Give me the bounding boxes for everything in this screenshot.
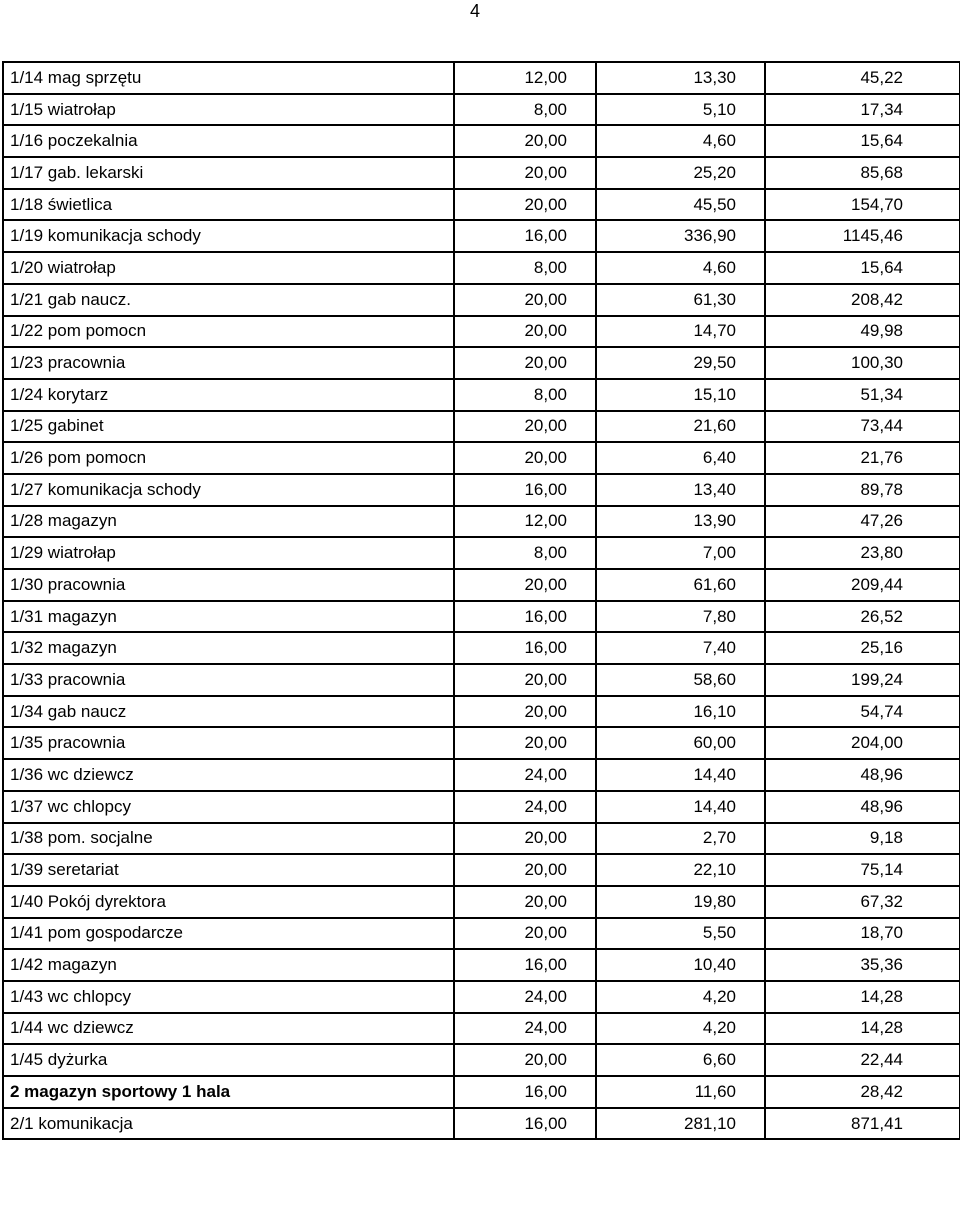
value-cell-3: 14,28 <box>765 1013 960 1045</box>
table-row <box>3 442 960 474</box>
value-cell-3: 21,76 <box>765 442 960 474</box>
room-name-cell: 1/43 wc chlopcy <box>3 981 454 1013</box>
table-row <box>3 664 960 696</box>
value-cell-3: 45,22 <box>765 62 960 94</box>
value-cell-2: 61,60 <box>596 569 765 601</box>
page-number: 4 <box>469 1 480 21</box>
value-cell-1: 20,00 <box>454 189 596 221</box>
table-row <box>3 727 960 759</box>
room-name-cell: 1/34 gab naucz <box>3 696 454 728</box>
value-cell-3: 67,32 <box>765 886 960 918</box>
room-name-cell: 1/23 pracownia <box>3 347 454 379</box>
room-name-cell: 1/18 świetlica <box>3 189 454 221</box>
room-name-cell: 1/30 pracownia <box>3 569 454 601</box>
value-cell-3: 9,18 <box>765 823 960 855</box>
value-cell-1: 16,00 <box>454 949 596 981</box>
value-cell-3: 15,64 <box>765 125 960 157</box>
value-cell-3: 26,52 <box>765 601 960 633</box>
room-name-cell: 1/17 gab. lekarski <box>3 157 454 189</box>
value-cell-1: 16,00 <box>454 1108 596 1140</box>
value-cell-3: 18,70 <box>765 918 960 950</box>
table-row <box>3 1076 960 1108</box>
value-cell-3: 54,74 <box>765 696 960 728</box>
table-row <box>3 601 960 633</box>
table-row <box>3 411 960 443</box>
table-row <box>3 981 960 1013</box>
table-row <box>3 854 960 886</box>
value-cell-2: 60,00 <box>596 727 765 759</box>
table-row <box>3 316 960 348</box>
value-cell-2: 22,10 <box>596 854 765 886</box>
value-cell-1: 8,00 <box>454 537 596 569</box>
value-cell-2: 4,60 <box>596 125 765 157</box>
value-cell-1: 20,00 <box>454 918 596 950</box>
value-cell-1: 16,00 <box>454 220 596 252</box>
table-row <box>3 791 960 823</box>
room-name-cell: 1/40 Pokój dyrektora <box>3 886 454 918</box>
table-row <box>3 252 960 284</box>
value-cell-3: 89,78 <box>765 474 960 506</box>
table-row <box>3 220 960 252</box>
value-cell-3: 48,96 <box>765 791 960 823</box>
room-name-cell: 1/38 pom. socjalne <box>3 823 454 855</box>
value-cell-2: 13,40 <box>596 474 765 506</box>
room-name-cell: 1/19 komunikacja schody <box>3 220 454 252</box>
value-cell-2: 11,60 <box>596 1076 765 1108</box>
value-cell-1: 24,00 <box>454 981 596 1013</box>
value-cell-3: 75,14 <box>765 854 960 886</box>
value-cell-1: 8,00 <box>454 252 596 284</box>
value-cell-2: 7,00 <box>596 537 765 569</box>
value-cell-2: 4,20 <box>596 1013 765 1045</box>
value-cell-2: 281,10 <box>596 1108 765 1140</box>
value-cell-3: 47,26 <box>765 506 960 538</box>
value-cell-1: 20,00 <box>454 316 596 348</box>
table-row <box>3 379 960 411</box>
table-row <box>3 347 960 379</box>
room-name-cell: 1/41 pom gospodarcze <box>3 918 454 950</box>
value-cell-2: 29,50 <box>596 347 765 379</box>
value-cell-2: 6,40 <box>596 442 765 474</box>
room-name-cell: 1/36 wc dziewcz <box>3 759 454 791</box>
table-row <box>3 189 960 221</box>
table-row <box>3 569 960 601</box>
value-cell-1: 20,00 <box>454 854 596 886</box>
room-name-cell: 1/45 dyżurka <box>3 1044 454 1076</box>
value-cell-3: 199,24 <box>765 664 960 696</box>
room-name-cell: 1/27 komunikacja schody <box>3 474 454 506</box>
value-cell-1: 20,00 <box>454 347 596 379</box>
value-cell-1: 20,00 <box>454 284 596 316</box>
value-cell-1: 12,00 <box>454 506 596 538</box>
table-row <box>3 886 960 918</box>
value-cell-3: 209,44 <box>765 569 960 601</box>
value-cell-1: 16,00 <box>454 1076 596 1108</box>
value-cell-3: 49,98 <box>765 316 960 348</box>
value-cell-2: 4,20 <box>596 981 765 1013</box>
value-cell-2: 6,60 <box>596 1044 765 1076</box>
value-cell-1: 20,00 <box>454 823 596 855</box>
value-cell-2: 21,60 <box>596 411 765 443</box>
value-cell-3: 73,44 <box>765 411 960 443</box>
value-cell-3: 15,64 <box>765 252 960 284</box>
table-row <box>3 157 960 189</box>
room-name-cell: 1/25 gabinet <box>3 411 454 443</box>
value-cell-3: 17,34 <box>765 94 960 126</box>
room-name-cell: 2/1 komunikacja <box>3 1108 454 1140</box>
room-name-cell: 1/28 magazyn <box>3 506 454 538</box>
value-cell-1: 12,00 <box>454 62 596 94</box>
value-cell-1: 8,00 <box>454 379 596 411</box>
table-row <box>3 949 960 981</box>
value-cell-3: 51,34 <box>765 379 960 411</box>
value-cell-1: 20,00 <box>454 1044 596 1076</box>
value-cell-3: 28,42 <box>765 1076 960 1108</box>
room-name-cell: 1/16 poczekalnia <box>3 125 454 157</box>
table-row <box>3 62 960 94</box>
value-cell-3: 871,41 <box>765 1108 960 1140</box>
table-row <box>3 823 960 855</box>
value-cell-3: 25,16 <box>765 632 960 664</box>
value-cell-2: 16,10 <box>596 696 765 728</box>
value-cell-2: 13,90 <box>596 506 765 538</box>
value-cell-3: 154,70 <box>765 189 960 221</box>
value-cell-2: 45,50 <box>596 189 765 221</box>
value-cell-3: 22,44 <box>765 1044 960 1076</box>
value-cell-1: 20,00 <box>454 664 596 696</box>
rooms-table-body <box>3 62 960 1139</box>
value-cell-2: 5,50 <box>596 918 765 950</box>
value-cell-3: 208,42 <box>765 284 960 316</box>
room-name-cell: 1/37 wc chlopcy <box>3 791 454 823</box>
value-cell-1: 16,00 <box>454 474 596 506</box>
value-cell-1: 8,00 <box>454 94 596 126</box>
table-row <box>3 284 960 316</box>
room-name-cell: 1/15 wiatrołap <box>3 94 454 126</box>
value-cell-2: 7,40 <box>596 632 765 664</box>
room-name-cell: 1/20 wiatrołap <box>3 252 454 284</box>
value-cell-1: 20,00 <box>454 696 596 728</box>
value-cell-3: 100,30 <box>765 347 960 379</box>
room-name-cell: 1/32 magazyn <box>3 632 454 664</box>
room-name-cell: 1/29 wiatrołap <box>3 537 454 569</box>
room-name-cell: 1/42 magazyn <box>3 949 454 981</box>
value-cell-3: 1145,46 <box>765 220 960 252</box>
value-cell-2: 10,40 <box>596 949 765 981</box>
table-row <box>3 1108 960 1140</box>
table-row <box>3 125 960 157</box>
room-name-cell: 1/44 wc dziewcz <box>3 1013 454 1045</box>
value-cell-2: 336,90 <box>596 220 765 252</box>
value-cell-2: 14,40 <box>596 791 765 823</box>
value-cell-2: 14,70 <box>596 316 765 348</box>
table-row <box>3 632 960 664</box>
value-cell-3: 14,28 <box>765 981 960 1013</box>
table-row <box>3 918 960 950</box>
table-row <box>3 696 960 728</box>
table-row <box>3 1044 960 1076</box>
value-cell-2: 19,80 <box>596 886 765 918</box>
room-name-cell: 1/21 gab naucz. <box>3 284 454 316</box>
table-row <box>3 537 960 569</box>
value-cell-1: 24,00 <box>454 1013 596 1045</box>
value-cell-3: 35,36 <box>765 949 960 981</box>
rooms-table <box>2 61 960 1140</box>
value-cell-1: 20,00 <box>454 411 596 443</box>
value-cell-3: 85,68 <box>765 157 960 189</box>
room-name-cell: 1/35 pracownia <box>3 727 454 759</box>
value-cell-3: 204,00 <box>765 727 960 759</box>
value-cell-2: 15,10 <box>596 379 765 411</box>
room-name-cell: 1/31 magazyn <box>3 601 454 633</box>
value-cell-3: 23,80 <box>765 537 960 569</box>
value-cell-2: 14,40 <box>596 759 765 791</box>
value-cell-2: 13,30 <box>596 62 765 94</box>
table-row <box>3 1013 960 1045</box>
room-name-cell: 2 magazyn sportowy 1 hala <box>3 1076 454 1108</box>
value-cell-2: 5,10 <box>596 94 765 126</box>
value-cell-1: 20,00 <box>454 569 596 601</box>
value-cell-2: 61,30 <box>596 284 765 316</box>
value-cell-1: 16,00 <box>454 632 596 664</box>
room-name-cell: 1/14 mag sprzętu <box>3 62 454 94</box>
room-name-cell: 1/24 korytarz <box>3 379 454 411</box>
value-cell-2: 4,60 <box>596 252 765 284</box>
value-cell-2: 7,80 <box>596 601 765 633</box>
value-cell-1: 24,00 <box>454 791 596 823</box>
value-cell-1: 20,00 <box>454 727 596 759</box>
value-cell-1: 16,00 <box>454 601 596 633</box>
table-row <box>3 94 960 126</box>
room-name-cell: 1/39 seretariat <box>3 854 454 886</box>
value-cell-1: 20,00 <box>454 442 596 474</box>
value-cell-1: 20,00 <box>454 125 596 157</box>
value-cell-1: 20,00 <box>454 886 596 918</box>
table-row <box>3 474 960 506</box>
value-cell-3: 48,96 <box>765 759 960 791</box>
value-cell-2: 25,20 <box>596 157 765 189</box>
value-cell-2: 58,60 <box>596 664 765 696</box>
table-row <box>3 759 960 791</box>
value-cell-1: 20,00 <box>454 157 596 189</box>
room-name-cell: 1/26 pom pomocn <box>3 442 454 474</box>
value-cell-2: 2,70 <box>596 823 765 855</box>
table-row <box>3 506 960 538</box>
room-name-cell: 1/33 pracownia <box>3 664 454 696</box>
value-cell-1: 24,00 <box>454 759 596 791</box>
room-name-cell: 1/22 pom pomocn <box>3 316 454 348</box>
